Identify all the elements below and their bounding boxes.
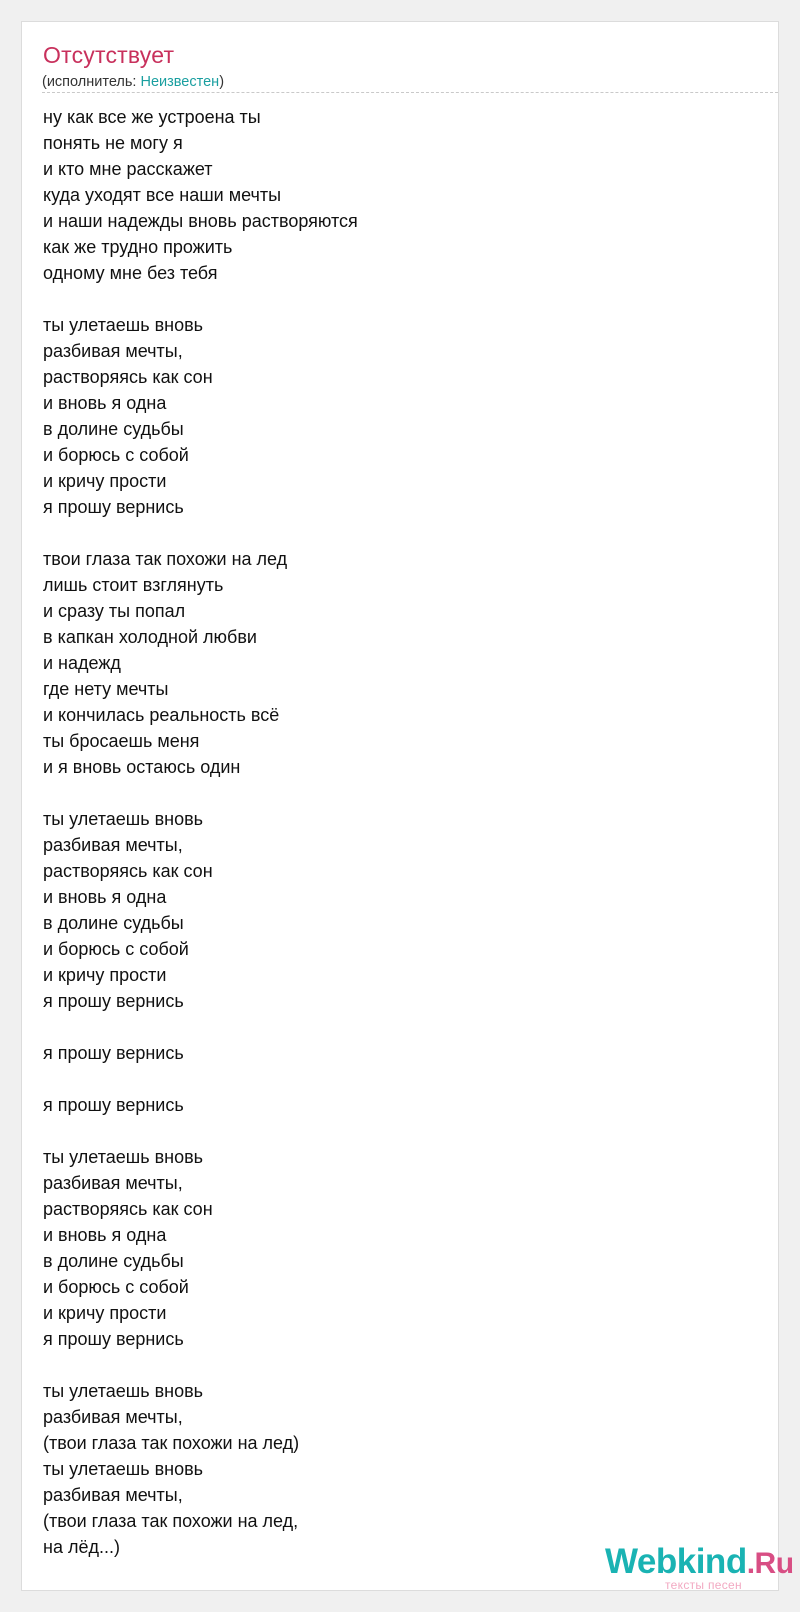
- lyric-line: [43, 520, 358, 546]
- lyric-line: (твои глаза так похожи на лед,: [43, 1511, 299, 1531]
- lyric-line: разбивая мечты,: [43, 1407, 183, 1427]
- lyric-line: я прошу вернись: [43, 1043, 184, 1063]
- lyric-line: в долине судьбы: [43, 913, 184, 933]
- brand-tld: .Ru: [746, 1547, 794, 1580]
- lyrics-card: [21, 21, 794, 1592]
- lyric-line: как же трудно прожить: [43, 237, 233, 257]
- lyric-line: и наши надежды вновь растворяются: [43, 211, 358, 231]
- artist-link[interactable]: Неизвестен: [140, 74, 220, 90]
- lyric-line: на лёд...): [43, 1537, 120, 1557]
- lyric-line: ты бросаешь меня: [43, 731, 200, 751]
- lyric-line: одному мне без тебя: [43, 263, 218, 283]
- lyric-line: и вновь я одна: [43, 1225, 167, 1245]
- webkind-logo[interactable]: [605, 1542, 795, 1598]
- brand-wordmark: [605, 1542, 794, 1582]
- brand-name: Webkind: [605, 1542, 747, 1581]
- lyric-line: и вновь я одна: [43, 887, 167, 907]
- lyric-line: ну как все же устроена ты: [43, 107, 261, 127]
- lyric-line: и я вновь остаюсь один: [43, 757, 241, 777]
- lyric-line: и борюсь с собой: [43, 1277, 189, 1297]
- artist-line: [42, 74, 224, 90]
- lyric-line: я прошу вернись: [43, 1329, 184, 1349]
- lyric-line: ты улетаешь вновь: [43, 1147, 204, 1167]
- lyric-line: твои глаза так похожи на лед: [43, 549, 288, 569]
- lyric-line: [43, 1352, 358, 1378]
- lyric-line: растворяясь как сон: [43, 1199, 213, 1219]
- lyric-line: и борюсь с собой: [43, 445, 189, 465]
- artist-suffix: ): [219, 74, 225, 90]
- song-title: Отсутствует: [43, 42, 175, 68]
- lyric-line: я прошу вернись: [43, 991, 184, 1011]
- lyric-line: в долине судьбы: [43, 1251, 184, 1271]
- lyrics-text: [43, 104, 358, 1560]
- lyric-line: и кричу прости: [43, 471, 167, 491]
- brand-tagline: тексты песен: [665, 1578, 742, 1592]
- lyric-line: разбивая мечты,: [43, 1173, 183, 1193]
- lyric-line: в капкан холодной любви: [43, 627, 257, 647]
- lyric-line: где нету мечты: [43, 679, 169, 699]
- lyric-line: [43, 1118, 358, 1144]
- lyric-line: [43, 286, 358, 312]
- lyric-line: растворяясь как сон: [43, 861, 213, 881]
- artist-prefix: (исполнитель:: [42, 74, 141, 90]
- lyric-line: разбивая мечты,: [43, 1485, 183, 1505]
- lyric-line: я прошу вернись: [43, 497, 184, 517]
- lyric-line: разбивая мечты,: [43, 835, 183, 855]
- lyric-line: и кричу прости: [43, 1303, 167, 1323]
- lyric-line: ты улетаешь вновь: [43, 315, 204, 335]
- lyric-line: (твои глаза так похожи на лед): [43, 1433, 300, 1453]
- lyric-line: в долине судьбы: [43, 419, 184, 439]
- lyric-line: ты улетаешь вновь: [43, 1459, 204, 1479]
- lyric-line: куда уходят все наши мечты: [43, 185, 282, 205]
- lyric-line: [43, 1066, 358, 1092]
- lyric-line: и вновь я одна: [43, 393, 167, 413]
- divider: [42, 92, 778, 93]
- lyric-line: понять не могу я: [43, 133, 183, 153]
- lyric-line: я прошу вернись: [43, 1095, 184, 1115]
- lyric-line: ты улетаешь вновь: [43, 1381, 204, 1401]
- lyric-line: [43, 1014, 358, 1040]
- lyric-line: и сразу ты попал: [43, 601, 186, 621]
- lyric-line: и кто мне расскажет: [43, 159, 213, 179]
- lyric-line: разбивая мечты,: [43, 341, 183, 361]
- lyric-line: [43, 780, 358, 806]
- lyric-line: и борюсь с собой: [43, 939, 189, 959]
- lyric-line: растворяясь как сон: [43, 367, 213, 387]
- lyric-line: и кричу прости: [43, 965, 167, 985]
- lyric-line: ты улетаешь вновь: [43, 809, 204, 829]
- lyric-line: лишь стоит взглянуть: [43, 575, 224, 595]
- lyric-line: и надежд: [43, 653, 121, 673]
- lyric-line: и кончилась реальность всё: [43, 705, 280, 725]
